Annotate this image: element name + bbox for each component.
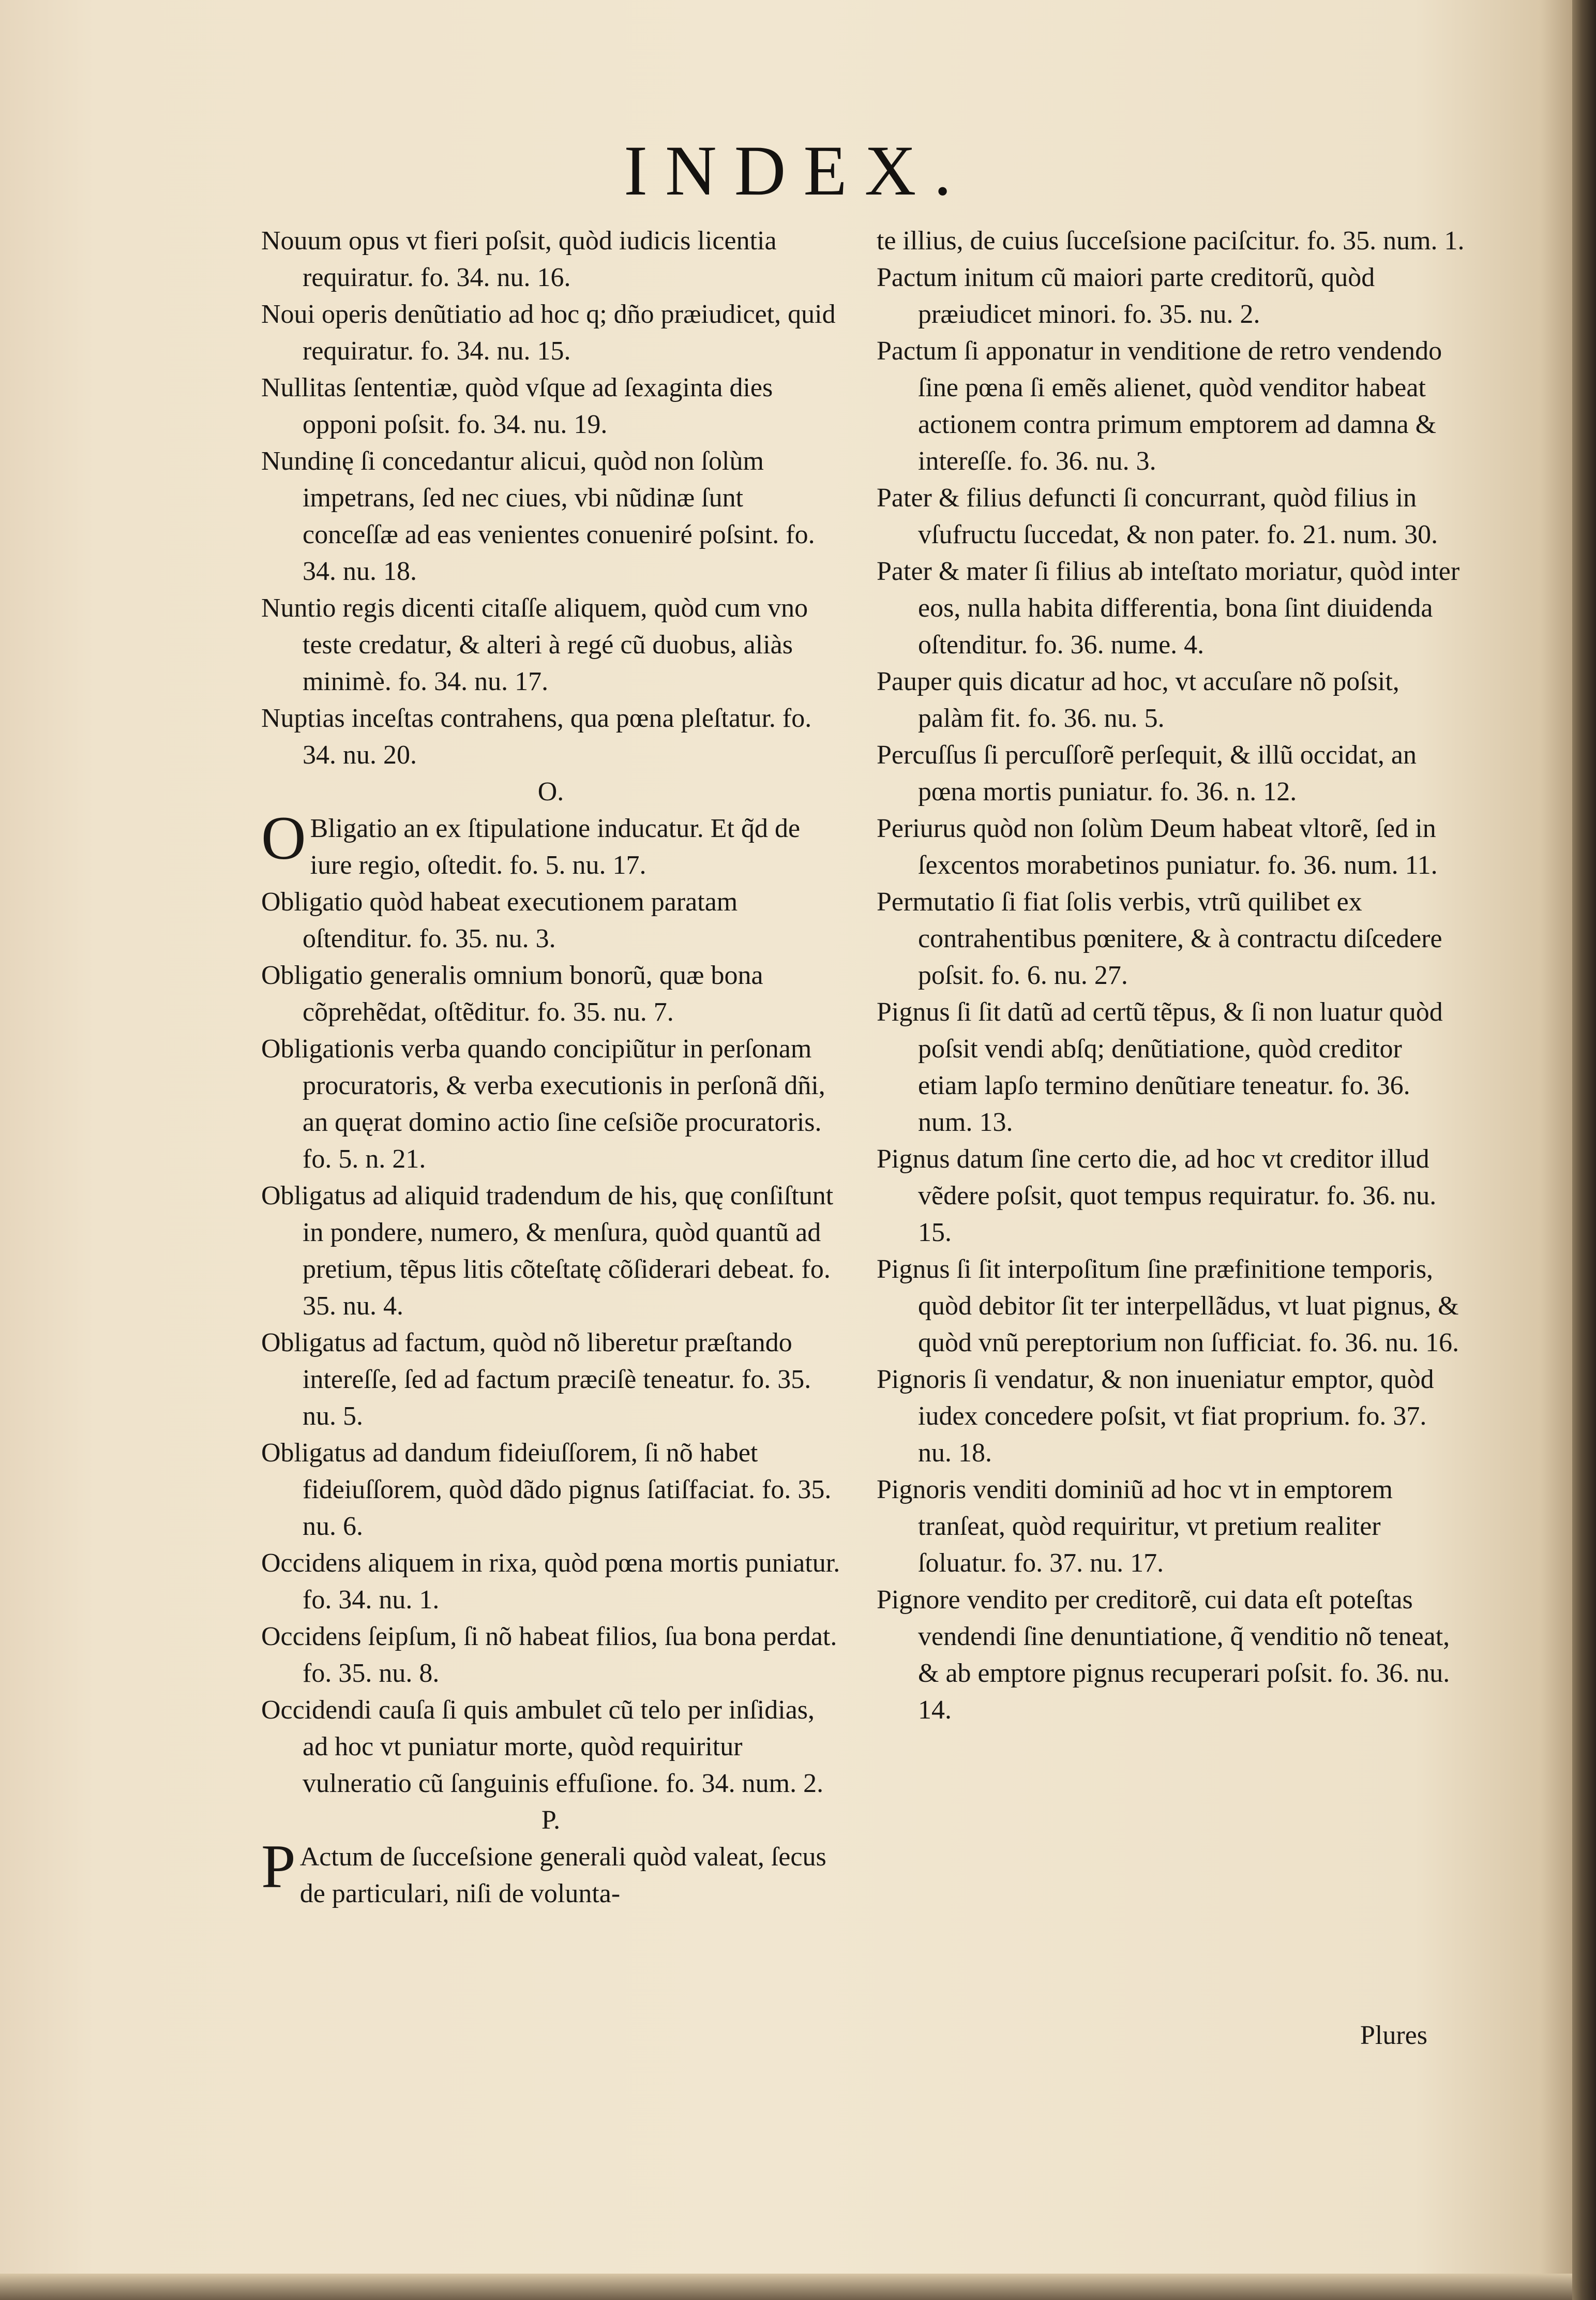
right-column [877,222,1466,1728]
index-entry: Occidens ſeipſum, ſi nõ habeat filios, ſua bona perdat. fo. 35. nu. 8. [261,1622,837,1688]
index-entry: Pactum initum cũ maiori parte creditorũ, quòd præiudicet minori. fo. 35. nu. 2. [877,263,1375,329]
section-letter-o: O. [537,777,564,807]
index-entry: PActum de ſucceſsione generali quòd valeat, ſecus de particulari, niſi de volunta- [261,1832,826,1908]
index-entry: Pater & mater ſi filius ab inteſtato moriatur, quòd inter eos, nulla habita differentia, bona ſint diuidenda oſtenditur. fo. 36. nume. 4. [877,557,1460,660]
index-entry: Occidens aliquem in rixa, quòd pœna mortis puniatur. fo. 34. nu. 1. [261,1548,840,1615]
index-entry: Obligatio generalis omnium bonorũ, quæ bona cõprehẽdat, oſtẽditur. fo. 35. nu. 7. [261,961,763,1027]
index-entry: te illius, de cuius ſucceſsione paciſcitur. fo. 35. num. 1. [877,226,1465,256]
index-entry: Pignus ſi ſit datũ ad certũ tẽpus, & ſi non luatur quòd poſsit vendi abſq; denũtiatione, quòd creditor etiam lapſo termino denũtiare teneatur. fo. 36. num. 13. [877,997,1443,1137]
index-entry: Obligatus ad aliquid tradendum de his, quę conſiſtunt in pondere, numero, & menſura, quòd quantũ ad pretium, tẽpus litis cõteſtatę cõſiderari debeat. fo. 35. nu. 4. [261,1181,834,1321]
page-title: INDEX. [624,131,969,210]
page-edge [1572,0,1596,2300]
catchword: Plures [1360,2021,1427,2050]
index-entry: OBligatio an ex ſtipulatione inducatur. Et q̃d de iure regio, oſtedit. fo. 5. nu. 17. [261,803,801,880]
index-entry: Percuſſus ſi percuſſorẽ perſequit, & illũ occidat, an pœna mortis puniatur. fo. 36. n. 12. [877,740,1417,807]
index-entry: Permutatio ſi fiat ſolis verbis, vtrũ quilibet ex contrahentibus pœnitere, & à contractu diſcedere poſsit. fo. 6. nu. 27. [877,887,1442,990]
index-entry: Nundinę ſi concedantur alicui, quòd non ſolùm impetrans, ſed nec ciues, vbi nũdinæ ſunt conceſſæ ad eas venientes conueniré poſsint. fo. 34. nu. 18. [261,446,815,586]
index-entry: Pauper quis dicatur ad hoc, vt accuſare nõ poſsit, palàm fit. fo. 36. nu. 5. [877,667,1399,733]
index-entry: Obligatio quòd habeat executionem paratam oſtenditur. fo. 35. nu. 3. [261,887,738,953]
index-entry: Pignoris venditi dominiũ ad hoc vt in emptorem tranſeat, quòd requiritur, vt pretium realiter ſoluatur. fo. 37. nu. 17. [877,1475,1393,1578]
index-entry: Pater & filius defuncti ſi concurrant, quòd filius in vſufructu ſuccedat, & non pater. fo. 21. num. 30. [877,483,1438,549]
index-entry: Periurus quòd non ſolùm Deum habeat vltorẽ, ſed in ſexcentos morabetinos puniatur. fo. 36. num. 11. [877,814,1438,880]
page-foot-shadow [0,2274,1572,2300]
index-entry: Occidendi cauſa ſi quis ambulet cũ telo per inſidias, ad hoc vt puniatur morte, quòd requiritur vulneratio cũ ſanguinis effuſione. fo. 34. num. 2. [261,1695,824,1798]
index-entry: Pignore vendito per creditorẽ, cui data eſt poteſtas vendendi ſine denuntiatione, q̃ venditio nõ teneat, & ab emptore pignus recuperari poſsit. fo. 36. nu. 14. [877,1585,1450,1725]
index-entry: Noui operis denũtiatio ad hoc q; dño præiudicet, quid requiratur. fo. 34. nu. 15. [261,300,836,366]
index-entry: Nuntio regis dicenti citaſſe aliquem, quòd cum vno teste credatur, & alteri à regé cũ duobus, aliàs minimè. fo. 34. nu. 17. [261,593,808,696]
index-entry: Pignoris ſi vendatur, & non inueniatur emptor, quòd iudex concedere poſsit, vt fiat proprium. fo. 37. nu. 18. [877,1365,1434,1468]
index-entry: Pignus ſi ſit interpoſitum ſine præfinitione temporis, quòd debitor ſit ter interpellãdus, vt luat pignus, & quòd vnũ pereptorium non ſufficiat. fo. 36. nu. 16. [877,1254,1459,1357]
index-entry: Obligationis verba quando concipiũtur in perſonam procuratoris, & verba executionis in perſonã dñi, an quęrat domino actio ſine ceſsiõe procuratoris. fo. 5. n. 21. [261,1034,825,1174]
index-entry: Pignus datum ſine certo die, ad hoc vt creditor illud vẽdere poſsit, quot tempus requiratur. fo. 36. nu. 15. [877,1144,1437,1247]
index-entry: Obligatus ad dandum fideiuſſorem, ſi nõ habet fideiuſſorem, quòd dãdo pignus ſatiſfaciat. fo. 35. nu. 6. [261,1438,832,1541]
index-entry: Nuptias inceſtas contrahens, qua pœna pleſtatur. fo. 34. nu. 20. [261,704,812,770]
left-column [261,222,840,1912]
index-entry: Nouum opus vt fieri poſsit, quòd iudicis licentia requiratur. fo. 34. nu. 16. [261,226,777,292]
index-entry: Pactum ſi apponatur in venditione de retro vendendo ſine pœna ſi emẽs alienet, quòd venditor habeat actionem contra primum emptorem ad damna & intereſſe. fo. 36. nu. 3. [877,336,1442,476]
index-entry: Obligatus ad factum, quòd nõ liberetur præſtando intereſſe, ſed ad factum præciſè teneatur. fo. 35. nu. 5. [261,1328,811,1431]
section-letter-p: P. [541,1805,561,1835]
index-entry: Nullitas ſententiæ, quòd vſque ad ſexaginta dies opponi poſsit. fo. 34. nu. 19. [261,373,773,439]
